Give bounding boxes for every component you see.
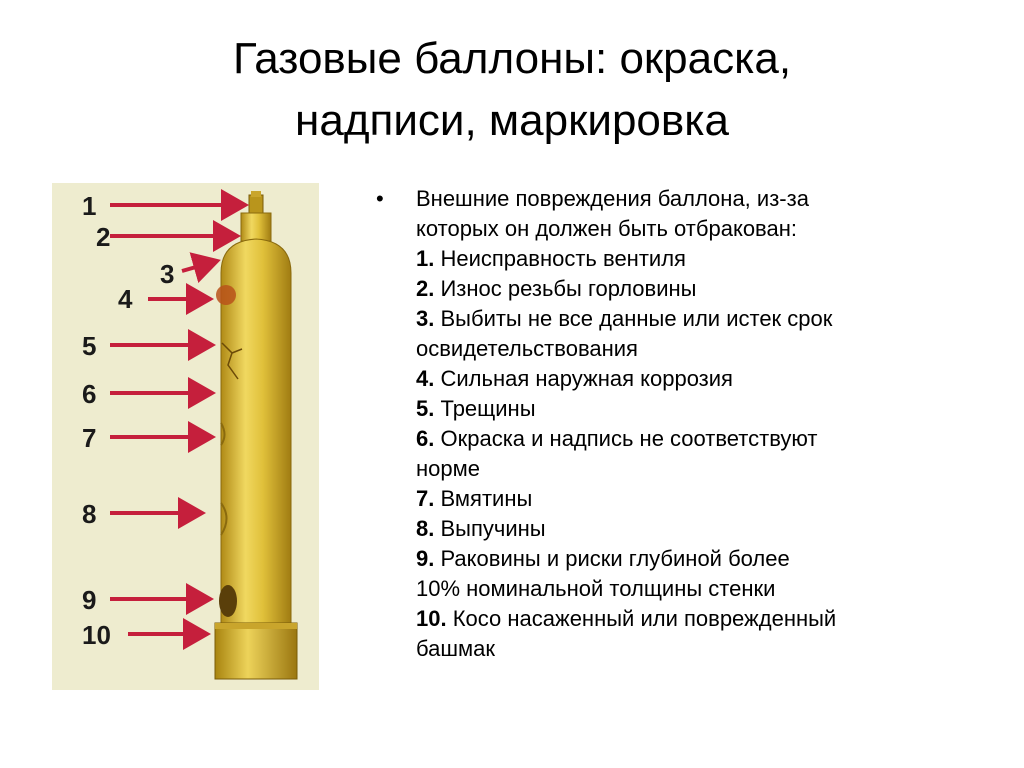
damage-list: [376, 184, 996, 664]
item-text: Выбиты не все данные или истек срок: [440, 306, 833, 331]
item-text: Выпучины: [440, 516, 546, 541]
list-item-6: [416, 424, 996, 454]
item-number: 9.: [416, 546, 435, 571]
corrosion-spot: [216, 285, 236, 305]
item-text: Трещины: [440, 396, 536, 421]
callout-number-9: 9: [82, 585, 97, 615]
shoe-rim: [215, 623, 297, 629]
item-text: Износ резьбы горловины: [440, 276, 697, 301]
item-number: 4.: [416, 366, 435, 391]
list-item-8: [416, 514, 996, 544]
item-text: Сильная наружная коррозия: [440, 366, 733, 391]
callout-number-4: 4: [118, 284, 133, 314]
callout-number-7: 7: [82, 423, 97, 453]
intro-line-2: которых он должен быть отбракован:: [416, 216, 797, 241]
slide-title: [0, 28, 1024, 152]
item-text: Неисправность вентиля: [440, 246, 686, 271]
item-number: 3.: [416, 306, 435, 331]
item-number: 10.: [416, 606, 447, 631]
list-item-10: [416, 604, 996, 634]
callout-number-5: 5: [82, 331, 97, 361]
list-item-6-continued: норме: [416, 456, 480, 481]
list-item-1: [416, 244, 996, 274]
callout-number-6: 6: [82, 379, 97, 409]
bullet-point: •: [376, 186, 384, 211]
valve: [249, 195, 263, 215]
cylinder-illustration: [52, 183, 319, 690]
cylinder-diagram: [52, 183, 319, 690]
list-item-10-continued: башмак: [416, 636, 495, 661]
callout-number-10: 10: [82, 620, 111, 650]
valve-cap: [251, 191, 261, 197]
callout-number-8: 8: [82, 499, 97, 529]
cylinder-body: [215, 191, 297, 679]
list-item-4: [416, 364, 996, 394]
list-item-9-continued: 10% номинальной толщины стенки: [416, 576, 776, 601]
slide-title-line-2: надписи, маркировка: [295, 96, 729, 145]
slide-title-line-1: Газовые баллоны: окраска,: [232, 34, 792, 83]
item-text: Раковины и риски глубиной более: [440, 546, 790, 571]
list-item-3: [416, 304, 996, 334]
item-number: 6.: [416, 426, 435, 451]
callout-number-2: 2: [96, 222, 111, 252]
item-number: 1.: [416, 246, 435, 271]
neck: [241, 213, 271, 241]
pit: [219, 585, 237, 617]
intro-line-1: Внешние повреждения баллона, из-за: [416, 186, 809, 211]
list-item-2: [416, 274, 996, 304]
item-number: 8.: [416, 516, 435, 541]
callout-number-3: 3: [160, 259, 175, 289]
list-item-9: [416, 544, 996, 574]
item-number: 2.: [416, 276, 435, 301]
item-number: 5.: [416, 396, 435, 421]
list-item-7: [416, 484, 996, 514]
item-number: 7.: [416, 486, 435, 511]
list-item-5: [416, 394, 996, 424]
item-text: Косо насаженный или поврежденный: [452, 606, 837, 631]
item-text: Окраска и надпись не соответствуют: [440, 426, 818, 451]
item-text: Вмятины: [440, 486, 533, 511]
damage-list-content: [416, 184, 996, 664]
shoe: [215, 623, 297, 679]
list-item-3-continued: освидетельствования: [416, 336, 638, 361]
callout-number-1: 1: [82, 191, 97, 221]
